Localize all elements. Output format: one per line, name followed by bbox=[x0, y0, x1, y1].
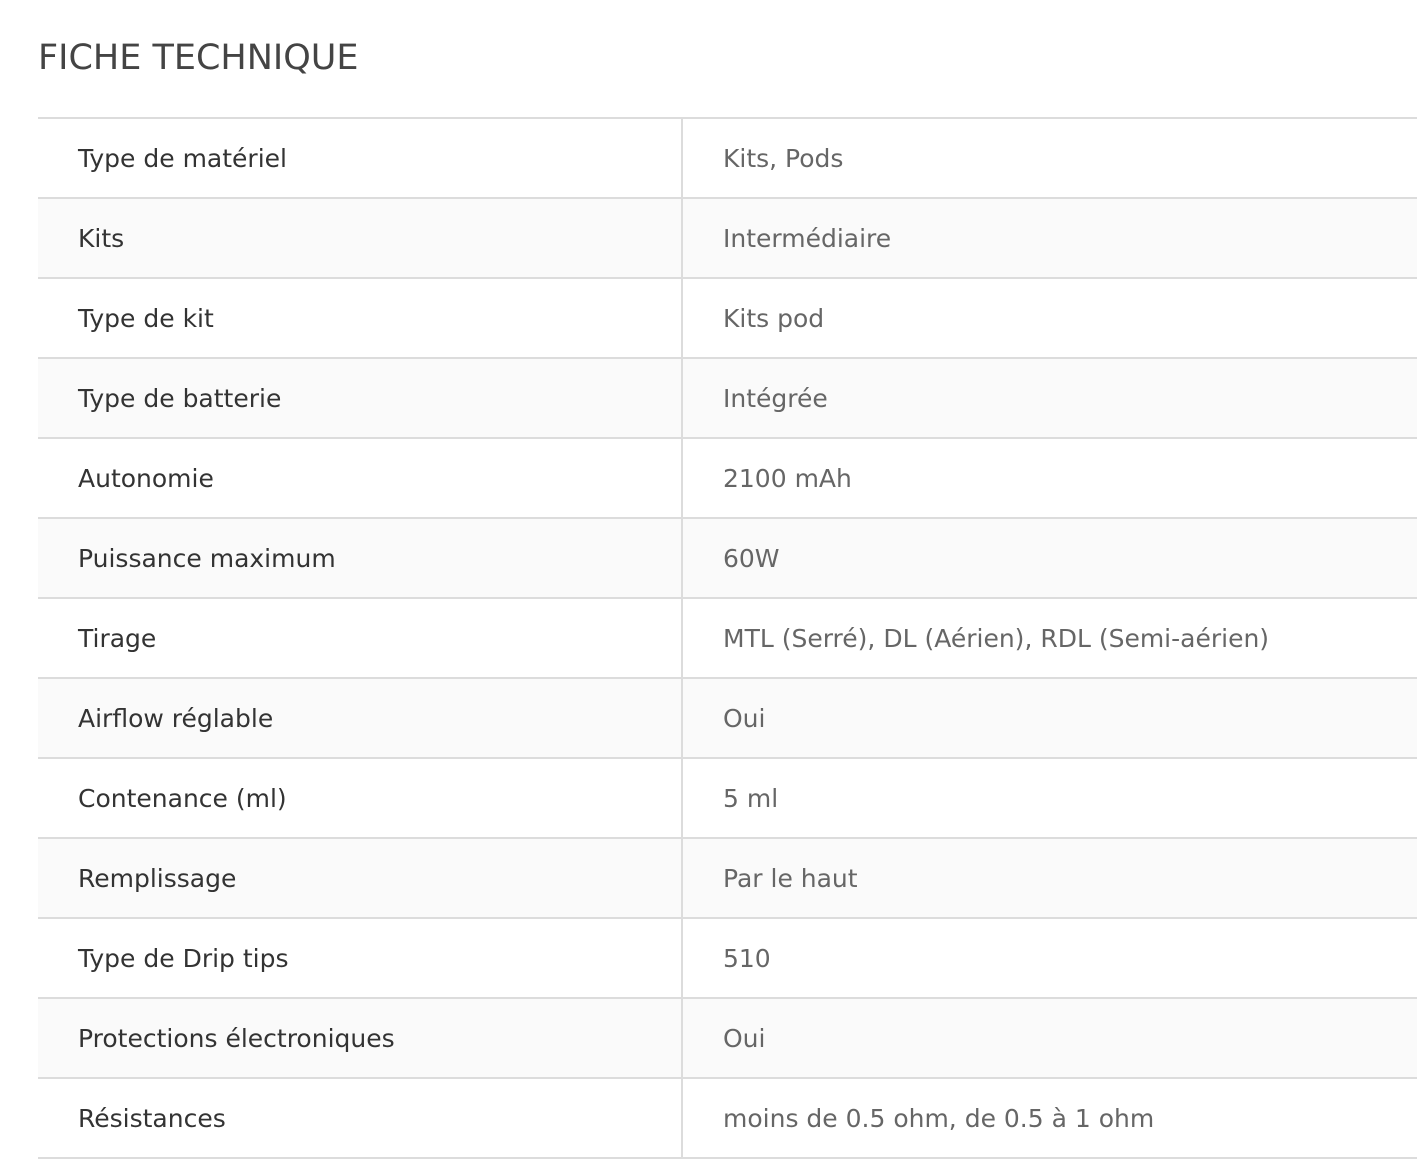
spec-value: Par le haut bbox=[682, 838, 1417, 918]
spec-value: 2100 mAh bbox=[682, 438, 1417, 518]
table-row bbox=[38, 358, 1417, 438]
spec-value: 60W bbox=[682, 518, 1417, 598]
spec-table bbox=[38, 117, 1417, 1159]
table-row bbox=[38, 918, 1417, 998]
table-row bbox=[38, 838, 1417, 918]
spec-label: Puissance maximum bbox=[38, 518, 682, 598]
table-row bbox=[38, 118, 1417, 198]
spec-label: Type de matériel bbox=[38, 118, 682, 198]
spec-value: moins de 0.5 ohm, de 0.5 à 1 ohm bbox=[682, 1078, 1417, 1158]
spec-label: Autonomie bbox=[38, 438, 682, 518]
table-row bbox=[38, 678, 1417, 758]
spec-value: Intégrée bbox=[682, 358, 1417, 438]
spec-label: Contenance (ml) bbox=[38, 758, 682, 838]
spec-value: 510 bbox=[682, 918, 1417, 998]
page-title: FICHE TECHNIQUE bbox=[38, 38, 359, 78]
spec-label: Remplissage bbox=[38, 838, 682, 918]
table-row bbox=[38, 198, 1417, 278]
table-row bbox=[38, 1078, 1417, 1158]
spec-label: Airflow réglable bbox=[38, 678, 682, 758]
spec-label: Type de batterie bbox=[38, 358, 682, 438]
spec-table-body bbox=[38, 118, 1417, 1158]
spec-label: Type de kit bbox=[38, 278, 682, 358]
table-row bbox=[38, 518, 1417, 598]
spec-label: Résistances bbox=[38, 1078, 682, 1158]
spec-value: Intermédiaire bbox=[682, 198, 1417, 278]
spec-value: Kits, Pods bbox=[682, 118, 1417, 198]
spec-value: 5 ml bbox=[682, 758, 1417, 838]
spec-label: Protections électroniques bbox=[38, 998, 682, 1078]
table-row bbox=[38, 598, 1417, 678]
spec-value: Oui bbox=[682, 998, 1417, 1078]
table-row bbox=[38, 998, 1417, 1078]
table-row bbox=[38, 438, 1417, 518]
spec-value: Oui bbox=[682, 678, 1417, 758]
spec-value: MTL (Serré), DL (Aérien), RDL (Semi-aérien) bbox=[682, 598, 1417, 678]
table-row bbox=[38, 278, 1417, 358]
spec-label: Kits bbox=[38, 198, 682, 278]
spec-label: Tirage bbox=[38, 598, 682, 678]
table-row bbox=[38, 758, 1417, 838]
spec-value: Kits pod bbox=[682, 278, 1417, 358]
spec-label: Type de Drip tips bbox=[38, 918, 682, 998]
